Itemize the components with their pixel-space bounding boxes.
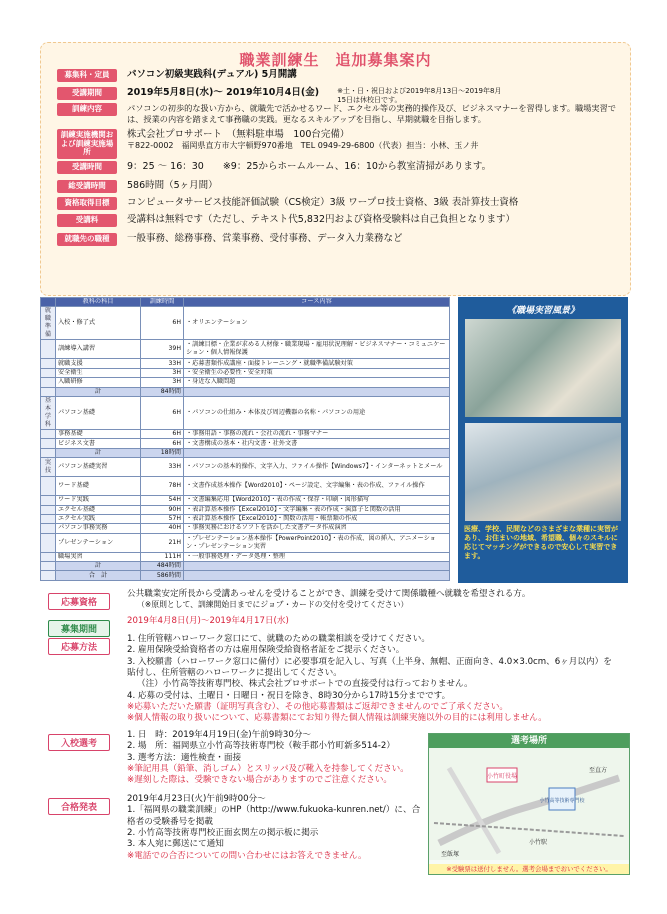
table-cell-subject: ワード基礎 (56, 477, 141, 496)
table-cell-content: ・身近な入職問題 (184, 378, 450, 387)
table-cell-hours: 3H (141, 378, 184, 387)
section-label (48, 617, 110, 637)
table-cell-cat (41, 378, 56, 387)
table-row (41, 368, 450, 377)
table-row (41, 307, 450, 340)
section-body (127, 730, 422, 787)
table-cell-cat (41, 429, 56, 438)
table-cell-content (184, 571, 450, 580)
table-cell-cat (41, 514, 56, 523)
table-cell-hours: 484時間 (141, 562, 184, 571)
table-cell-subject: 事務基礎 (56, 429, 141, 438)
info-value-note: ※土・日・祝日および2019年8月13日～2019年8月15日は休校日です。 (337, 87, 502, 105)
info-value-text: 受講料は無料です（ただし、テキスト代5,832円および資格受験料は自己負担となります） (127, 214, 516, 225)
table-row (41, 448, 450, 457)
section-label (48, 795, 110, 815)
table-cell-content: ・文書編集応用【Word2010】・表の作成・保存・印刷・図形描写 (184, 496, 450, 505)
section-line: 3. 本人宛に郵送にて通知 (127, 839, 224, 850)
table-cell-subject: エクセル実践 (56, 514, 141, 523)
info-row (57, 129, 627, 159)
info-box (40, 42, 631, 296)
table-cell-hours: 6H (141, 396, 184, 429)
table-cell-cat (41, 533, 56, 552)
info-row (57, 233, 627, 246)
table-row (41, 524, 450, 533)
table-cell-hours: 6H (141, 429, 184, 438)
table-cell-cat (41, 368, 56, 377)
table-row (41, 359, 450, 368)
table-cell-hours: 21H (141, 533, 184, 552)
table-cell-cat: 就職準備 (41, 307, 56, 340)
section-line: 2. 場 所：福岡県立小竹高等技術専門校（鞍手郡小竹町新多514-2） (127, 741, 395, 752)
info-row-value (127, 161, 627, 173)
section-body (127, 634, 617, 725)
table-cell-cat (41, 552, 56, 561)
section-label-text: 合格発表 (48, 798, 110, 815)
table-cell-subject: 計 (56, 448, 141, 457)
map-title: 選考場所 (429, 734, 629, 748)
table-cell-hours: 39H (141, 340, 184, 359)
table-cell-hours: 54H (141, 496, 184, 505)
table-cell-subject: 計 (56, 562, 141, 571)
table-cell-subject: ビジネス文書 (56, 439, 141, 448)
section-line: 3. 入校願書（ハローワーク窓口に備付）に必要事項を記入し、写真（上半身、無帽、正面向き、4.0×3.0cm、6ヶ月以内）を貼付し、住所管轄のハローワークに提出してください。 (127, 656, 612, 679)
map-note: ※受験票は送付しません。選考会場までおいでください。 (429, 864, 629, 874)
table-row (41, 496, 450, 505)
table-cell-cat (41, 562, 56, 571)
table-cell-subject: 就職支援 (56, 359, 141, 368)
table-row (41, 378, 450, 387)
info-row-label: 資格取得目標 (57, 197, 117, 210)
info-row-label: 訓練内容 (57, 103, 117, 116)
section-line: ※筆記用具（鉛筆、消しゴム）とスリッパ及び靴入を持参してください。 (127, 764, 409, 775)
photo-panel-caption: 医療、学校、民間などのさまざまな業種に実習があり、お住まいの地域、希望職、個々のスキルに応じてマッチングができるので安心して実習できます。 (464, 525, 618, 561)
section-body (127, 616, 617, 627)
section-body (127, 794, 422, 862)
section-line: ※個人情報の取り扱いについて、応募書類にてお知り得た個人情報は訓練実施以外の目的には利用しません。 (127, 713, 547, 724)
info-row (57, 103, 627, 124)
info-value-text: 9：25 ～ 16：30 ※9：25からホームルーム、16：10から教室清掃があります。 (127, 161, 492, 172)
section-line: 2019年4月23日(火)午前9時00分～ (127, 794, 266, 804)
section-line: 1. 日 時：2019年4月19日(金)午前9時30分～ (127, 730, 312, 740)
map-label-school: 小竹高等技術専門校 (539, 798, 585, 804)
table-cell-content: ・プレゼンテーション基本操作【PowerPoint2010】・表の作成、図の挿入、アニメーション・プレゼンテーション実習 (184, 533, 450, 552)
table-cell-subject: 安全衛生 (56, 368, 141, 377)
info-row-label: 就職先の職種 (57, 233, 117, 246)
curriculum-table (40, 297, 450, 581)
exam-location-map (428, 733, 630, 875)
info-row (57, 161, 627, 174)
table-cell-content: ・文書作成基本操作【Word2010】・ページ設定、文字編集・表の作成、ファイル操作 (184, 477, 450, 496)
table-cell-content: ・訓練目標・企業が求める人材像・職業現場・雇用状況理解・ビジネスマナー・コミュニケーション・個人情報保護 (184, 340, 450, 359)
table-header-cat (41, 298, 56, 307)
section-line: ※電話での合否についての問い合わせにはお答えできません。 (127, 850, 367, 861)
section-body (127, 589, 617, 611)
table-cell-cat (41, 387, 56, 396)
table-cell-content: ・事務用語・事務の流れ・会社の流れ・事務マナー (184, 429, 450, 438)
info-row-label: 訓練実施機関および訓練実施場所 (57, 129, 117, 159)
section-line: ※応募いただいた願書（証明写真含む）、その他応募書類はご返却できませんのでご了承ください。 (127, 702, 509, 713)
table-row (41, 387, 450, 396)
table-cell-cat (41, 505, 56, 514)
table-header-content: コース内容 (184, 298, 450, 307)
info-value-text: 株式会社プロサポート （無料駐車場 100台完備） (127, 129, 350, 140)
info-row-label: 総受講時間 (57, 180, 117, 193)
table-cell-cat (41, 524, 56, 533)
table-cell-content (184, 562, 450, 571)
table-cell-subject: パソコン基礎実習 (56, 458, 141, 477)
info-row (57, 197, 627, 210)
table-cell-subject: パソコン基礎 (56, 396, 141, 429)
section-line: 1.「福岡県の職業訓練」のHP（http://www.fukuoka-kunren.net/）に、合格者の受験番号を掲載 (127, 805, 421, 827)
table-cell-content: ・表計算基本操作【Excel2010】・文字編集・表の作成・演算子と関数の活用 (184, 505, 450, 514)
section-label-text: 入校選考 (48, 734, 110, 751)
section-line: 2. 雇用保険受給資格者の方は雇用保険受給資格者証をご提示ください。 (127, 645, 405, 656)
table-cell-hours: 40H (141, 524, 184, 533)
table-cell-hours: 84時間 (141, 387, 184, 396)
table-row (41, 571, 450, 580)
table-cell-hours: 33H (141, 359, 184, 368)
section-line: 2. 小竹高等技術専門校正面玄関左の掲示板に掲示 (127, 828, 319, 839)
info-row-value (127, 233, 627, 245)
table-row (41, 429, 450, 438)
table-cell-cat (41, 439, 56, 448)
training-photo-2 (465, 423, 621, 521)
table-cell-hours: 3H (141, 368, 184, 377)
info-value-text: 2019年5月8日(水)～ 2019年10月4日(金) (127, 87, 320, 98)
map-label-town-office: 小竹町役場 (486, 773, 518, 780)
info-value-text: パソコンの初歩的な扱い方から、就職先で活かせるワード、エクセル等の実務的操作及び、ビジネスマナーを習得します。職場実習では、授業の内容を踏まえて事務職の実践。更なるスキルアップを目指し、早期就職を目指します。 (127, 103, 616, 124)
table-cell-hours: 111H (141, 552, 184, 561)
info-row-value (127, 180, 627, 192)
section-label-text: 募集期間 (48, 620, 110, 637)
section-label-text: 応募方法 (48, 638, 110, 655)
section-label (48, 635, 110, 655)
table-row (41, 340, 450, 359)
table-cell-content: ・オリエンテーション (184, 307, 450, 340)
table-row (41, 458, 450, 477)
table-cell-hours: 57H (141, 514, 184, 523)
table-cell-hours: 586時間 (141, 571, 184, 580)
section-line: （※原則として、訓練開始日までにジョブ・カードの交付を受けてください） (137, 600, 409, 610)
info-value-text: コンピュータサービス技能評価試験（CS検定）3級 ワープロ技士資格、3級 表計算技士資格 (127, 197, 519, 208)
table-cell-subject: パソコン事務実務 (56, 524, 141, 533)
table-header-hours: 訓練時間 (141, 298, 184, 307)
table-cell-subject: エクセル基礎 (56, 505, 141, 514)
table-cell-content: ・文書構成の基本・社内文書・社外文書 (184, 439, 450, 448)
info-row-label: 受講期間 (57, 87, 117, 100)
table-cell-cat (41, 340, 56, 359)
info-row-value (127, 69, 627, 81)
training-photo-1 (465, 319, 621, 417)
table-row (41, 552, 450, 561)
page-title: 職業訓練生 追加募集案内 (239, 51, 432, 69)
table-row (41, 505, 450, 514)
table-cell-hours: 78H (141, 477, 184, 496)
table-row (41, 562, 450, 571)
info-row-label: 受講料 (57, 214, 117, 227)
section-line: 2019年4月8日(月)～2019年4月17日(水) (127, 616, 289, 626)
table-cell-subject: ワード実践 (56, 496, 141, 505)
info-row-value (127, 129, 627, 152)
table-header-subject: 教科の科目 (56, 298, 141, 307)
section-line: 4. 応募の受付は、土曜日・日曜日・祝日を除き、8時30分から17時15分までです。 (127, 690, 451, 701)
table-cell-hours: 18時間 (141, 448, 184, 457)
table-cell-content: ・応募書類作成講座・面接トレーニング・就職準備試験対策 (184, 359, 450, 368)
table-cell-hours: 6H (141, 307, 184, 340)
table-cell-cat (41, 359, 56, 368)
section-label (48, 731, 110, 751)
table-cell-subject: 入職研修 (56, 378, 141, 387)
table-row (41, 477, 450, 496)
table-cell-content: ・パソコンの仕組み・本体及び周辺機器の名称・パソコンの用途 (184, 396, 450, 429)
table-cell-hours: 6H (141, 439, 184, 448)
table-cell-subject: 訓練導入講習 (56, 340, 141, 359)
table-cell-hours: 33H (141, 458, 184, 477)
info-value-text: 一般事務、総務事務、営業事務、受付事務、データ入力業務など (127, 233, 403, 244)
table-cell-content: ・パソコンの基本的操作、文字入力、ファイル操作【Windows7】・インターネットとメール (184, 458, 450, 477)
map-label-station: 小竹駅 (529, 839, 548, 846)
table-cell-content: ・表計算基本操作【Excel2010】・関数の活用・帳票類の作成 (184, 514, 450, 523)
info-row-value (127, 103, 627, 124)
table-cell-cat (41, 477, 56, 496)
table-cell-cat: 実技 (41, 458, 56, 477)
info-row (57, 214, 627, 227)
table-cell-hours: 90H (141, 505, 184, 514)
section-line: 3. 選考方法：適性検査・面接 (127, 752, 242, 763)
section-line: 1. 住所管轄ハローワーク窓口にて、就職のための職業相談を受けてください。 (127, 634, 430, 644)
table-cell-content: ・一般事務処理・データ処理・整理 (184, 552, 450, 561)
table-cell-cat: 基本学科 (41, 396, 56, 429)
table-cell-content (184, 448, 450, 457)
info-row (57, 69, 627, 82)
table-cell-cat (41, 448, 56, 457)
section-line: ※遅刻した際は、受験できない場合がありますのでご注意ください。 (127, 775, 393, 786)
table-cell-cat (41, 496, 56, 505)
table-cell-subject: 計 (56, 387, 141, 396)
table-cell-subject: プレゼンテーション (56, 533, 141, 552)
section-label-text: 応募資格 (48, 593, 110, 610)
map-label-nogata: 至直方 (589, 767, 608, 774)
section-line: （注）小竹高等技術専門校、株式会社プロサポートでの直接受付は行っておりません。 (137, 679, 473, 690)
info-row-label: 募集科・定員 (57, 69, 117, 82)
table-cell-subject: 職場実習 (56, 552, 141, 561)
table-cell-subject: 合 計 (56, 571, 141, 580)
table-row (41, 533, 450, 552)
map-label-iizuka: 至飯塚 (441, 851, 460, 858)
info-value-text: 586時間（5ヶ月間） (127, 180, 218, 191)
photo-panel (458, 297, 628, 583)
table-cell-cat (41, 571, 56, 580)
map-drawing (429, 748, 629, 860)
info-row (57, 180, 627, 193)
info-value-address: 〒822-0002 福岡県直方市大字頓野970番地 TEL 0949-29-6800（代表）担当：小林、玉ノ井 (127, 141, 479, 151)
section-line: 公共職業安定所長から受講あっせんを受けることができ、訓練を受けて関係職種へ就職を希望される方。 (127, 589, 531, 599)
table-cell-content: ・事務実務におけるソフトを活かした文書データ作成演習 (184, 524, 450, 533)
table-cell-content (184, 387, 450, 396)
info-row-value (127, 197, 627, 209)
info-value-text: パソコン初級実践科(デュアル) 5月開講 (127, 69, 297, 80)
table-cell-subject: 入校・修了式 (56, 307, 141, 340)
table-row (41, 396, 450, 429)
table-row (41, 514, 450, 523)
photo-panel-title: 《職場実習風景》 (506, 306, 579, 316)
table-row (41, 439, 450, 448)
info-row-label: 受講時間 (57, 161, 117, 174)
section-label (48, 590, 110, 610)
info-row-value (127, 214, 627, 226)
table-cell-content: ・安全衛生の必要性・安全対策 (184, 368, 450, 377)
